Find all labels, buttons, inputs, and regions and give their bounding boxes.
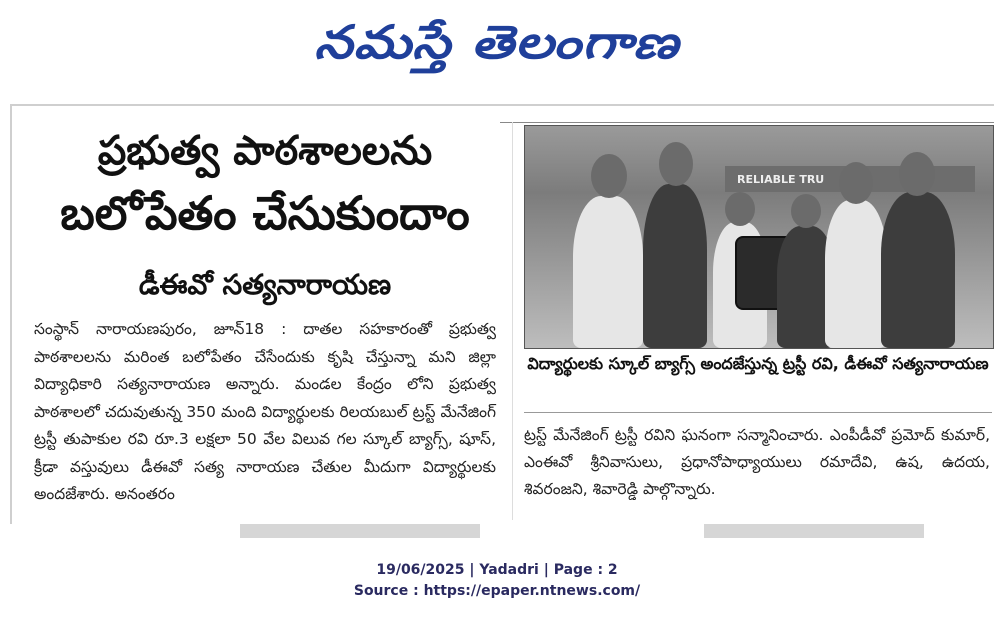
byline: డీఈవో సత్యనారాయణ bbox=[138, 268, 392, 301]
person-head bbox=[899, 152, 935, 196]
headline-line-1: ప్రభుత్వ పాఠశాలలను bbox=[97, 128, 433, 174]
person-head bbox=[659, 142, 693, 186]
article-photo bbox=[524, 125, 994, 349]
photo-caption: విద్యార్థులకు స్కూల్ బ్యాగ్స్ అందజేస్తున్న ట్రస్టీ రవి, డీఈవో సత్యనారాయణ bbox=[527, 354, 989, 373]
newspaper-logo: నమస్తే తెలంగాణ bbox=[314, 15, 680, 69]
masthead bbox=[0, 0, 994, 96]
person-figure bbox=[643, 184, 707, 348]
edition-info: 19/06/2025 | Yadadri | Page : 2 bbox=[376, 562, 618, 578]
person-head bbox=[839, 162, 873, 204]
source-link[interactable]: Source : https://epaper.ntnews.com/ bbox=[353, 583, 641, 599]
person-head bbox=[791, 194, 821, 228]
caption-rule bbox=[524, 412, 992, 413]
article-body: సంస్థాన్ నారాయణపురం, జూన్18 : దాతల సహకారంతో ప్రభుత్వ పాఠశాలలను మరింత బలోపేతం చేసేందుకు కృషి చేస్తున్నా మని జిల్లా విద్యాధికారి సత్యనారాయణ అన్నారు. మండల కేంద్రం లోని ప్రభుత్వ పాఠశాలలో చదువుతున్న 350 మంది విద్యార్థులకు రిలయబుల్ ట్రస్ట్ మేనేజింగ్ ట్రస్టీ తుపాకుల రవి రూ.3 లక్షలా 50 వేల విలువ గల స్కూల్ బ్యాగ్స్, షూస్, క్రీడా వస్తువులు డీఈవో సత్య నారాయణ చేతుల మీదుగా విద్యార్థులకు అందజేశారు. అనంతరం bbox=[34, 320, 496, 503]
clipped-neighbor-strip bbox=[704, 524, 924, 538]
person-head bbox=[591, 154, 627, 198]
person-figure bbox=[825, 200, 887, 348]
photo-banner: RELIABLE TRU bbox=[725, 166, 975, 192]
page-footer bbox=[0, 560, 994, 602]
divider bbox=[500, 122, 994, 123]
column-divider bbox=[512, 122, 513, 520]
person-figure bbox=[881, 192, 955, 348]
article-continuation: ట్రస్ట్ మేనేజింగ్ ట్రస్టీ రవిని ఘనంగా సన్మానించారు. ఎంపీడీవో ప్రమోద్ కుమార్, ఎంఈవో శ్రీనివాసులు, ప్రధానోపాధ్యాయులు రమాదేవి, ఉష, ఉదయ, శివరంజని, శివారెడ్డి పాల్గొన్నారు. bbox=[524, 426, 990, 498]
person-figure bbox=[573, 196, 643, 348]
headline-line-2: బలోపేతం చేసుకుందాం bbox=[60, 186, 470, 240]
person-head bbox=[725, 192, 755, 226]
clipped-neighbor-strip bbox=[240, 524, 480, 538]
